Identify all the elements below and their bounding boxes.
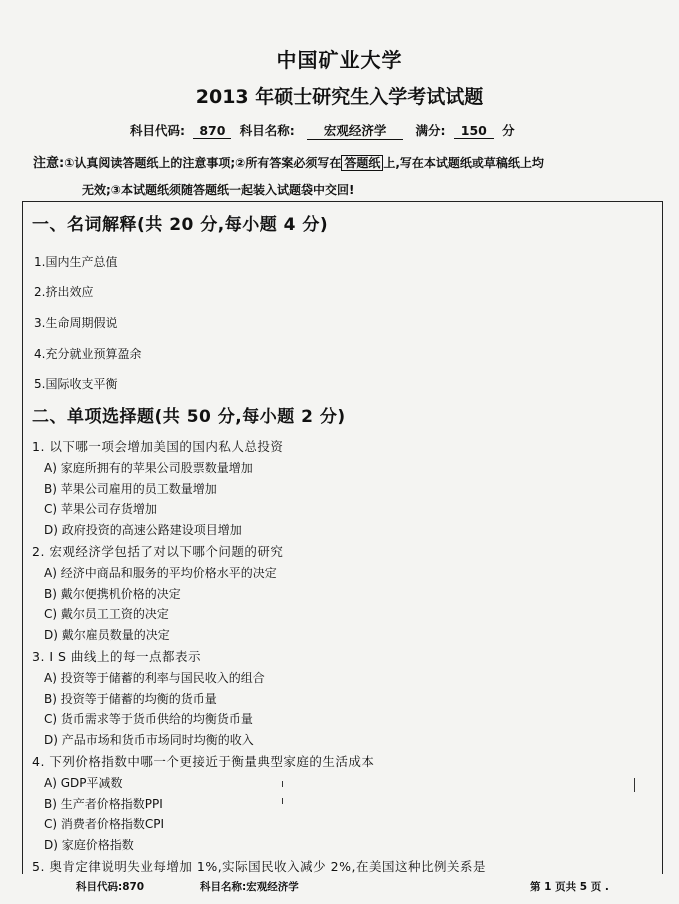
notice-text-a: ①认真阅读答题纸上的注意事项;②所有答案必须写在	[64, 156, 342, 170]
subject-code: 870	[193, 123, 231, 139]
question-option: C) 货币需求等于货币供给的均衡货币量	[44, 712, 253, 726]
question-option: D) 家庭价格指数	[44, 838, 134, 852]
scan-mark	[634, 778, 635, 792]
notice-line-1	[33, 152, 544, 171]
question-option: A) 家庭所拥有的苹果公司股票数量增加	[44, 461, 253, 475]
question-option: B) 生产者价格指数PPI	[44, 797, 163, 811]
term-item: 1.国内生产总值	[34, 255, 118, 269]
question-text: 4. 下列价格指数中哪一个更接近于衡量典型家庭的生活成本	[32, 754, 375, 769]
exam-meta	[130, 121, 515, 140]
notice-line-2: 无效;③本试题纸须随答题纸一起装入试题袋中交回!	[82, 183, 355, 197]
footer-subject-name: 科目名称:宏观经济学	[200, 881, 299, 893]
question-text: 1. 以下哪一项会增加美国的国内私人总投资	[32, 439, 284, 454]
subject-name: 宏观经济学	[307, 121, 403, 140]
question-text: 2. 宏观经济学包括了对以下哪个问题的研究	[32, 544, 284, 559]
question-option: A) 投资等于储蓄的利率与国民收入的组合	[44, 671, 265, 685]
answer-sheet-boxed: 答题纸	[341, 155, 383, 171]
question-option: C) 消费者价格指数CPI	[44, 817, 165, 831]
section2-title: 二、单项选择题(共 50 分,每小题 2 分)	[32, 407, 346, 427]
subject-name-label: 科目名称:	[239, 123, 295, 138]
term-item: 3.生命周期假说	[34, 316, 118, 330]
footer-page-number: 第 1 页共 5 页 .	[530, 881, 609, 893]
full-score: 150	[454, 123, 494, 139]
score-unit: 分	[502, 123, 515, 138]
scan-mark	[282, 781, 283, 787]
notice-text-b: 上,写在本试题纸或草稿纸上均	[383, 156, 544, 170]
question-option: B) 戴尔便携机价格的决定	[44, 587, 181, 601]
university-name: 中国矿业大学	[276, 48, 403, 72]
question-text: 5. 奥肯定律说明失业每增加 1%,实际国民收入减少 2%,在美国这种比例关系是	[32, 859, 486, 874]
subject-code-label: 科目代码:	[130, 123, 185, 138]
question-option: A) 经济中商品和服务的平均价格水平的决定	[44, 566, 277, 580]
term-item: 2.挤出效应	[34, 285, 94, 299]
question-option: D) 产品市场和货币市场同时均衡的收入	[44, 733, 254, 747]
question-option: B) 投资等于储蓄的均衡的货币量	[44, 692, 217, 706]
term-item: 5.国际收支平衡	[34, 377, 118, 391]
question-option: D) 戴尔雇员数量的决定	[44, 628, 170, 642]
scan-mark	[282, 798, 283, 804]
footer-subject-code: 科目代码:870	[76, 881, 145, 893]
exam-title: 2013 年硕士研究生入学考试试题	[195, 86, 484, 108]
question-option: A) GDP平减数	[44, 776, 123, 790]
full-score-label: 满分:	[415, 123, 446, 138]
question-option: B) 苹果公司雇用的员工数量增加	[44, 482, 217, 496]
section1-title: 一、名词解释(共 20 分,每小题 4 分)	[32, 215, 329, 235]
question-option: C) 戴尔员工工资的决定	[44, 607, 169, 621]
term-item: 4.充分就业预算盈余	[34, 347, 142, 361]
question-option: C) 苹果公司存货增加	[44, 502, 157, 516]
question-option: D) 政府投资的高速公路建设项目增加	[44, 523, 242, 537]
notice-label: 注意:	[33, 156, 65, 171]
question-text: 3. I S 曲线上的每一点都表示	[32, 649, 201, 664]
